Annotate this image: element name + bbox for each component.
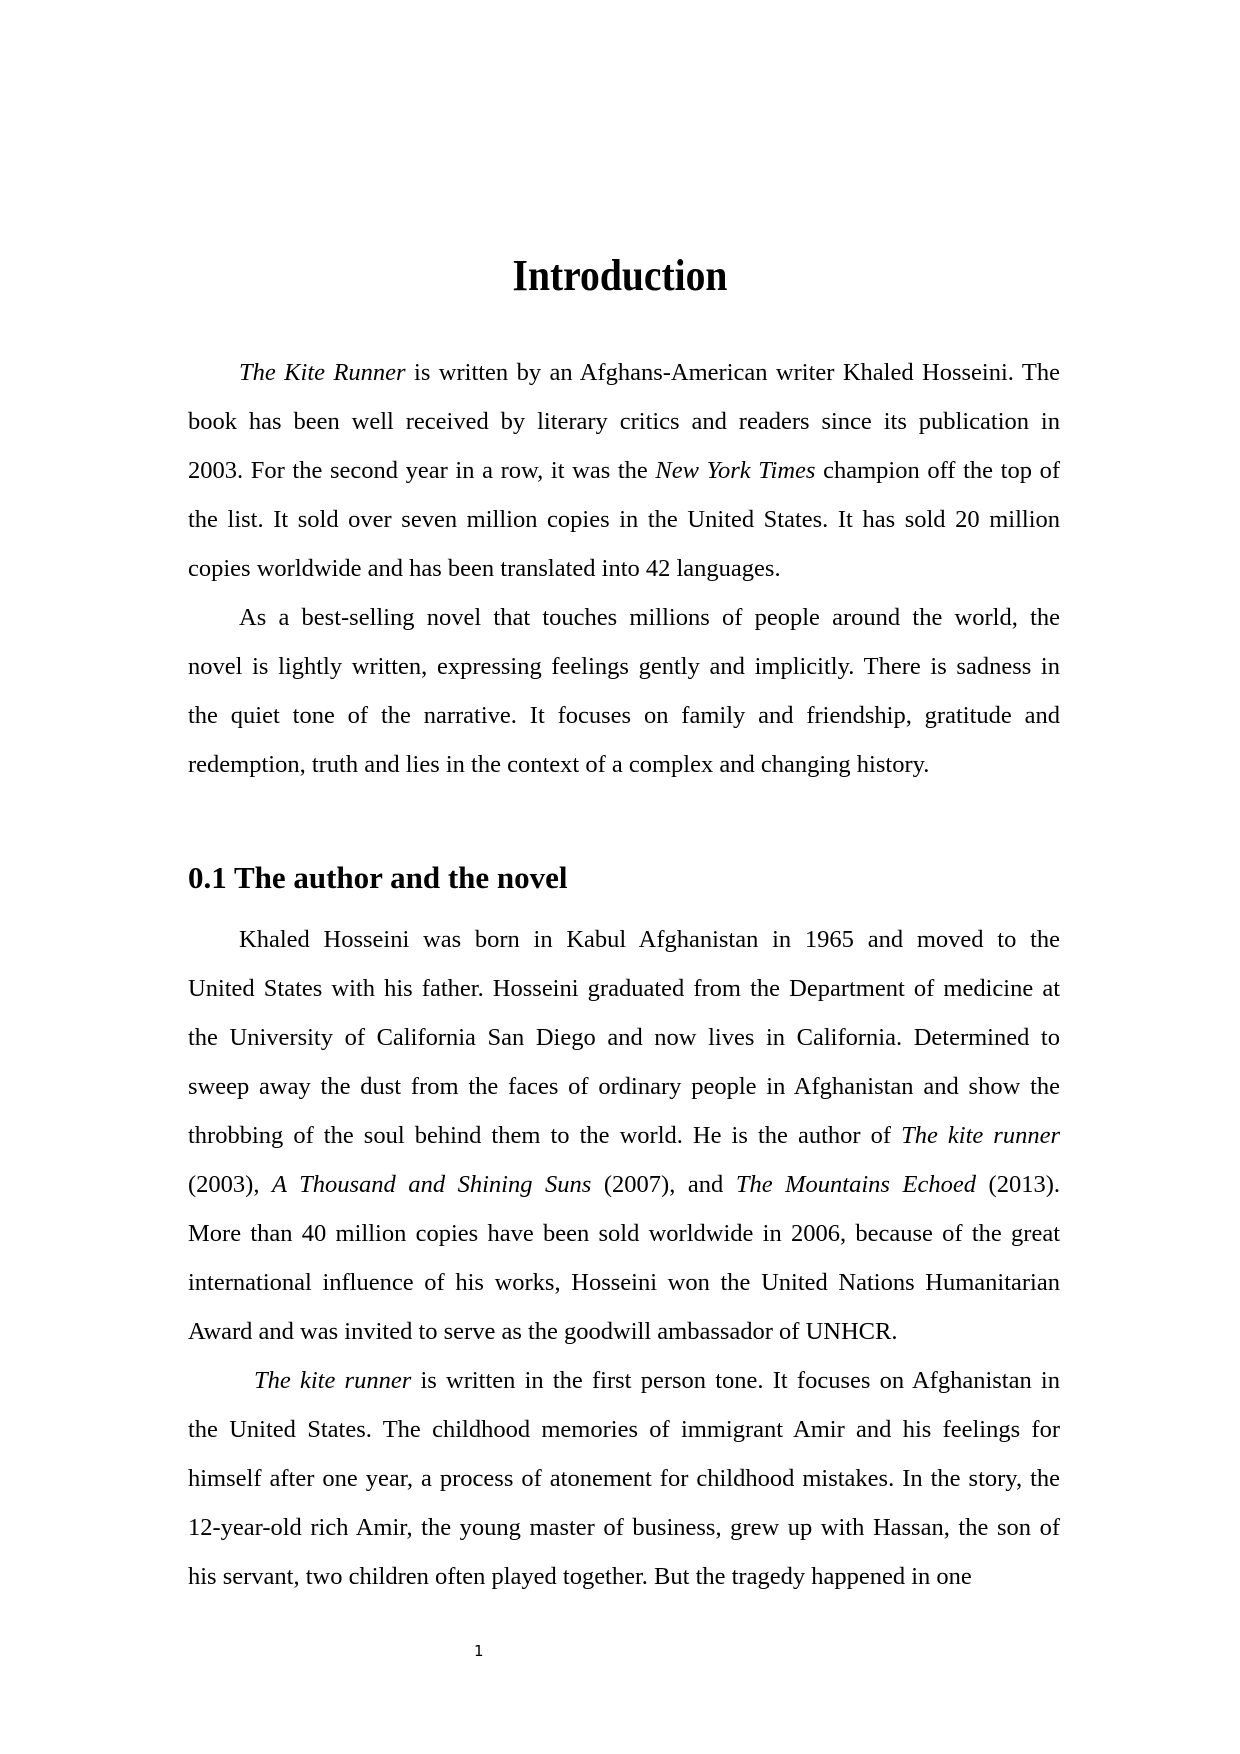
italic-title: The kite runner	[901, 1122, 1061, 1149]
page-number: 1	[474, 1642, 484, 1660]
text-line	[188, 1160, 1060, 1209]
text-line	[188, 1062, 1060, 1111]
text-line	[188, 1405, 1060, 1454]
text-line	[188, 915, 1060, 964]
text-segment: Khaled Hosseini was born in Kabul Afghanistan in 1965 and moved to the	[239, 926, 1060, 953]
text-segment: international influence of his works, Hosseini won the United Nations Humanitarian	[188, 1269, 1060, 1296]
text-segment: the University of California San Diego and now lives in California. Determined to	[188, 1024, 1060, 1051]
introduction-body	[188, 348, 1060, 789]
text-segment: himself after one year, a process of atonement for childhood mistakes. In the story, the	[188, 1465, 1060, 1492]
text-line	[188, 964, 1060, 1013]
text-line	[188, 1258, 1060, 1307]
text-line	[188, 1356, 1060, 1405]
text-segment: 2003. For the second year in a row, it was the	[188, 457, 656, 484]
text-segment: (2007), and	[591, 1171, 736, 1198]
section-heading: 0.1 The author and the novel	[188, 860, 568, 895]
text-line	[188, 593, 1060, 642]
text-line	[188, 544, 1060, 593]
text-line	[188, 1209, 1060, 1258]
text-segment: is written in the first person tone. It focuses on Afghanistan in	[411, 1367, 1060, 1394]
text-segment: throbbing of the soul behind them to the world. He is the author of	[188, 1122, 902, 1149]
text-line	[188, 642, 1060, 691]
text-segment: the list. It sold over seven million copies in the United States. It has sold 20 million	[188, 506, 1060, 533]
text-segment: champion off the top of	[815, 457, 1060, 484]
paragraph	[188, 915, 1060, 1356]
text-segment: copies worldwide and has been translated into 42 languages.	[188, 555, 781, 582]
text-segment: (2003),	[188, 1171, 273, 1198]
text-line	[188, 348, 1060, 397]
text-segment: 12-year-old rich Amir, the young master of business, grew up with Hassan, the son of	[188, 1514, 1060, 1541]
text-segment: his servant, two children often played together. But the tragedy happened in one	[188, 1563, 972, 1590]
text-segment: More than 40 million copies have been sold worldwide in 2006, because of the great	[188, 1220, 1060, 1247]
text-segment: Award and was invited to serve as the goodwill ambassador of UNHCR.	[188, 1318, 898, 1345]
text-segment: novel is lightly written, expressing feelings gently and implicitly. There is sadness in	[188, 653, 1060, 680]
italic-title: The kite runner	[254, 1367, 412, 1394]
text-line	[188, 1307, 1060, 1356]
text-segment: redemption, truth and lies in the context of a complex and changing history.	[188, 751, 930, 778]
text-segment: United States with his father. Hosseini graduated from the Department of medicine at	[188, 975, 1060, 1002]
paragraph	[188, 348, 1060, 593]
text-segment: (2013).	[975, 1171, 1060, 1198]
text-line	[188, 740, 1060, 789]
paragraph	[188, 1356, 1060, 1601]
text-line	[188, 1552, 1060, 1601]
text-line	[188, 1503, 1060, 1552]
text-segment: book has been well received by literary critics and readers since its publication in	[188, 408, 1060, 435]
text-line	[188, 495, 1060, 544]
text-line	[188, 1013, 1060, 1062]
text-line	[188, 691, 1060, 740]
paragraph	[188, 593, 1060, 789]
text-line	[188, 397, 1060, 446]
italic-title: The Kite Runner	[239, 359, 406, 386]
text-line	[188, 1454, 1060, 1503]
text-line	[188, 446, 1060, 495]
section-body	[188, 915, 1060, 1601]
text-segment: the quiet tone of the narrative. It focuses on family and friendship, gratitude and	[188, 702, 1060, 729]
text-segment: the United States. The childhood memories of immigrant Amir and his feelings for	[188, 1416, 1060, 1443]
italic-title: A Thousand and Shining Suns	[272, 1171, 592, 1198]
text-segment: is written by an Afghans-American writer Khaled Hosseini. The	[405, 359, 1060, 386]
text-segment: As a best-selling novel that touches millions of people around the world, the	[239, 604, 1060, 631]
page-title: Introduction	[512, 251, 728, 300]
italic-title: The Mountains Echoed	[735, 1171, 976, 1198]
text-line	[188, 1111, 1060, 1160]
italic-title: New York Times	[655, 457, 816, 484]
text-segment: sweep away the dust from the faces of ordinary people in Afghanistan and show the	[188, 1073, 1060, 1100]
